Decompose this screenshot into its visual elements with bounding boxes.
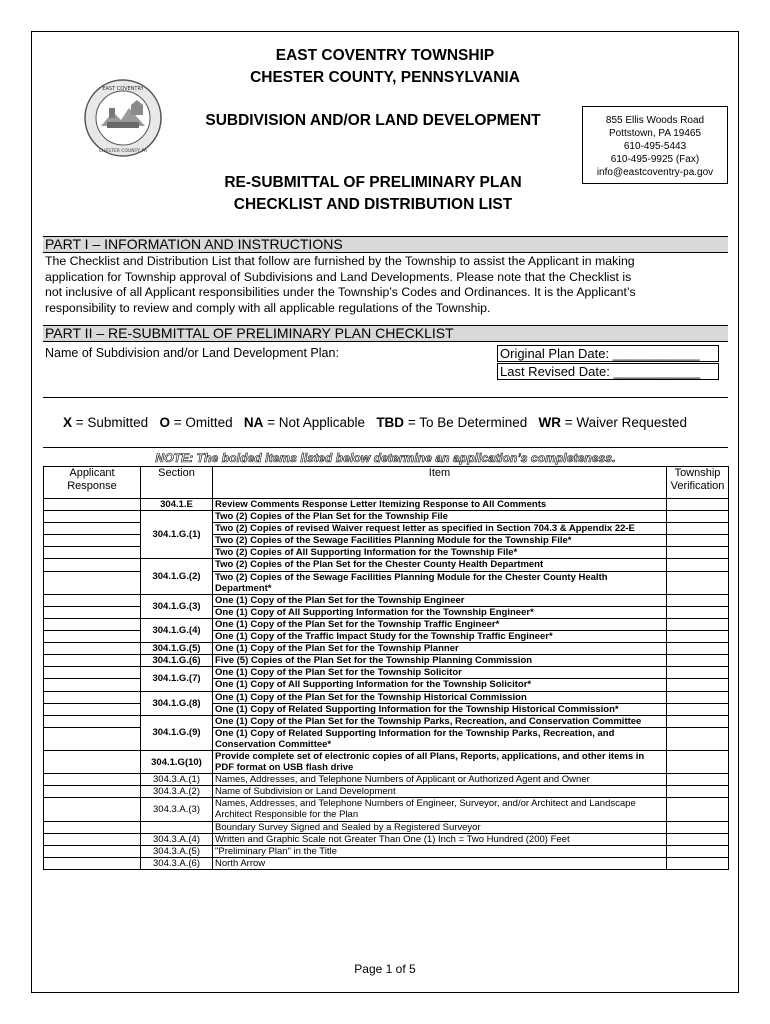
applicant-response-cell[interactable]: [44, 679, 141, 691]
table-row: [44, 618, 729, 630]
township-verification-cell[interactable]: [667, 547, 729, 559]
applicant-response-cell[interactable]: [44, 750, 141, 773]
section-cell: 304.3.A.(3): [141, 798, 213, 821]
applicant-response-cell[interactable]: [44, 715, 141, 727]
header-township-verification: Township Verification: [667, 467, 729, 499]
township-verification-cell[interactable]: [667, 857, 729, 869]
township-verification-cell[interactable]: [667, 667, 729, 679]
section-cell: 304.3.A.(1): [141, 774, 213, 786]
item-cell: One (1) Copy of the Plan Set for the Township Solicitor: [213, 667, 667, 679]
township-verification-cell[interactable]: [667, 786, 729, 798]
township-verification-cell[interactable]: [667, 655, 729, 667]
table-row: [44, 499, 729, 511]
table-row: [44, 511, 729, 523]
applicant-response-cell[interactable]: [44, 821, 141, 833]
section-cell: 304.3.A.(2): [141, 786, 213, 798]
section-cell: 304.1.G.(3): [141, 594, 213, 618]
applicant-response-cell[interactable]: [44, 499, 141, 511]
part1-paragraph: [45, 254, 728, 316]
item-cell: Two (2) Copies of the Plan Set for the Chester County Health Department: [213, 559, 667, 571]
table-row: [44, 594, 729, 606]
township-verification-cell[interactable]: [667, 643, 729, 655]
township-verification-cell[interactable]: [667, 833, 729, 845]
township-verification-cell[interactable]: [667, 727, 729, 750]
section-cell: 304.1.G(10): [141, 750, 213, 773]
section-cell: 304.1.G.(9): [141, 715, 213, 750]
township-verification-cell[interactable]: [667, 679, 729, 691]
township-seal-logo: [83, 78, 163, 158]
applicant-response-cell[interactable]: [44, 594, 141, 606]
legend-code: WR: [538, 415, 562, 430]
legend-code: O: [159, 415, 170, 430]
applicant-response-cell[interactable]: [44, 845, 141, 857]
section-cell: 304.1.G.(2): [141, 559, 213, 594]
page-number: Page 1 of 5: [354, 962, 416, 976]
applicant-response-cell[interactable]: [44, 798, 141, 821]
applicant-response-cell[interactable]: [44, 786, 141, 798]
contact-address1: 855 Ellis Woods Road: [605, 115, 705, 126]
township-verification-cell[interactable]: [667, 535, 729, 547]
table-row: [44, 559, 729, 571]
item-cell: Written and Graphic Scale not Greater Than One (1) Inch = Two Hundred (200) Feet: [213, 833, 667, 845]
township-verification-cell[interactable]: [667, 511, 729, 523]
applicant-response-cell[interactable]: [44, 559, 141, 571]
item-cell: Two (2) Copies of the Sewage Facilities Planning Module for the Township File*: [213, 535, 667, 547]
item-cell: Two (2) Copies of revised Waiver request letter as specified in Section 704.3 & Appendix 22-E: [213, 523, 667, 535]
section-cell: 304.1.G.(7): [141, 667, 213, 691]
table-row: [44, 821, 729, 833]
table-row: [44, 691, 729, 703]
table-row: [44, 667, 729, 679]
applicant-response-cell[interactable]: [44, 606, 141, 618]
township-verification-cell[interactable]: [667, 774, 729, 786]
section-cell: 304.1.E: [141, 499, 213, 511]
section-cell: 304.1.G.(6): [141, 655, 213, 667]
part1-line: The Checklist and Distribution List that follow are furnished by the Township to assist the Applicant in making: [45, 254, 635, 268]
legend-text: = Not Applicable: [263, 415, 377, 430]
header-line2: CHESTER COUNTY, PENNSYLVANIA: [250, 69, 520, 86]
item-cell: Two (2) Copies of the Plan Set for the Township File: [213, 511, 667, 523]
item-cell: One (1) Copy of the Traffic Impact Study for the Township Traffic Engineer*: [213, 631, 667, 643]
applicant-response-cell[interactable]: [44, 571, 141, 594]
applicant-response-cell[interactable]: [44, 655, 141, 667]
item-cell: One (1) Copy of Related Supporting Information for the Township Parks, Recreation, and Conservation Committee*: [213, 727, 667, 750]
divider: [43, 447, 728, 448]
applicant-response-cell[interactable]: [44, 703, 141, 715]
contact-phone: 610-495-5443: [623, 141, 687, 152]
completeness-note: NOTE: The bolded items listed below determine an application’s completeness.: [155, 451, 616, 465]
township-verification-cell[interactable]: [667, 523, 729, 535]
table-row: [44, 857, 729, 869]
table-row: [44, 786, 729, 798]
contact-address2: Pottstown, PA 19465: [608, 128, 702, 139]
table-row: [44, 643, 729, 655]
header-item: Item: [213, 467, 667, 499]
checklist-body: [44, 499, 729, 870]
header-section: Section: [141, 467, 213, 499]
last-revised-date-field[interactable]: Last Revised Date: ____________: [497, 363, 719, 380]
applicant-response-cell[interactable]: [44, 857, 141, 869]
part2-title: PART II – RE-SUBMITTAL OF PRELIMINARY PLAN CHECKLIST: [43, 325, 728, 342]
item-cell: Boundary Survey Signed and Sealed by a Registered Surveyor: [213, 821, 667, 833]
legend-text: = Submitted: [72, 415, 160, 430]
table-row: [44, 833, 729, 845]
township-verification-cell[interactable]: [667, 703, 729, 715]
township-verification-cell[interactable]: [667, 571, 729, 594]
contact-fax: 610-495-9925 (Fax): [610, 154, 700, 165]
item-cell: One (1) Copy of All Supporting Information for the Township Solicitor*: [213, 679, 667, 691]
legend-code: X: [63, 415, 73, 430]
section-cell: 304.3.A.(5): [141, 845, 213, 857]
applicant-response-cell[interactable]: [44, 643, 141, 655]
township-verification-cell[interactable]: [667, 750, 729, 773]
legend-text: = Waiver Requested: [561, 415, 687, 430]
table-row: [44, 798, 729, 821]
applicant-response-cell[interactable]: [44, 547, 141, 559]
item-cell: One (1) Copy of Related Supporting Information for the Township Historical Commission*: [213, 703, 667, 715]
item-cell: One (1) Copy of the Plan Set for the Township Planner: [213, 643, 667, 655]
part1-line: not inclusive of all Applicant responsibilities under the Township’s Codes and Ordinances. It is the Applicant’s: [45, 285, 636, 299]
applicant-response-cell[interactable]: [44, 535, 141, 547]
section-cell: 304.1.G.(4): [141, 618, 213, 642]
item-cell: Provide complete set of electronic copies of all Plans, Reports, applications, and other items in PDF format on USB flash drive: [213, 750, 667, 773]
part1-title: PART I – INFORMATION AND INSTRUCTIONS: [43, 236, 728, 253]
item-cell: Names, Addresses, and Telephone Numbers of Applicant or Authorized Agent and Owner: [213, 774, 667, 786]
checklist-table: [43, 466, 729, 870]
item-cell: Name of Subdivision or Land Development: [213, 786, 667, 798]
township-verification-cell[interactable]: [667, 821, 729, 833]
item-cell: Two (2) Copies of the Sewage Facilities Planning Module for the Chester County Health Department*: [213, 571, 667, 594]
applicant-response-cell[interactable]: [44, 691, 141, 703]
township-verification-cell[interactable]: [667, 618, 729, 630]
part1-line: application for Township approval of Subdivisions and Land Developments. Please note that the Checklist is: [45, 269, 632, 284]
item-cell: Two (2) Copies of All Supporting Information for the Township File*: [213, 547, 667, 559]
item-cell: One (1) Copy of All Supporting Information for the Township Engineer*: [213, 606, 667, 618]
township-verification-cell[interactable]: [667, 715, 729, 727]
applicant-response-cell[interactable]: [44, 667, 141, 679]
applicant-response-cell[interactable]: [44, 631, 141, 643]
applicant-response-cell[interactable]: [44, 511, 141, 523]
legend-text: = To Be Determined: [404, 415, 539, 430]
divider: [43, 397, 728, 398]
item-cell: One (1) Copy of the Plan Set for the Township Traffic Engineer*: [213, 618, 667, 630]
applicant-response-cell[interactable]: [44, 833, 141, 845]
table-row: [44, 750, 729, 773]
contact-email: info@eastcoventry-pa.gov: [596, 167, 714, 178]
table-row: [44, 655, 729, 667]
township-verification-cell[interactable]: [667, 499, 729, 511]
item-cell: "Preliminary Plan" in the Title: [213, 845, 667, 857]
township-verification-cell[interactable]: [667, 845, 729, 857]
township-verification-cell[interactable]: [667, 798, 729, 821]
applicant-response-cell[interactable]: [44, 774, 141, 786]
applicant-response-cell[interactable]: [44, 523, 141, 535]
legend-text: = Omitted: [169, 415, 244, 430]
plan-name-label: Name of Subdivision and/or Land Development Plan:: [45, 346, 339, 360]
item-cell: One (1) Copy of the Plan Set for the Township Engineer: [213, 594, 667, 606]
section-cell: 304.3.A.(4): [141, 833, 213, 845]
header-line4: RE-SUBMITTAL OF PRELIMINARY PLAN: [224, 174, 522, 191]
township-verification-cell[interactable]: [667, 691, 729, 703]
item-cell: North Arrow: [213, 857, 667, 869]
seal-top-text: EAST COVENTRY: [102, 86, 144, 92]
table-row: [44, 845, 729, 857]
original-plan-date-field[interactable]: Original Plan Date: ____________: [497, 345, 719, 362]
item-cell: Names, Addresses, and Telephone Numbers of Engineer, Surveyor, and/or Architect and Landscape Architect Responsible for the Plan: [213, 798, 667, 821]
header-line3: SUBDIVISION AND/OR LAND DEVELOPMENT: [205, 112, 541, 129]
township-verification-cell[interactable]: [667, 559, 729, 571]
applicant-response-cell[interactable]: [44, 727, 141, 750]
header-line1: EAST COVENTRY TOWNSHIP: [275, 47, 495, 64]
status-legend: [63, 415, 687, 430]
item-cell: One (1) Copy of the Plan Set for the Township Historical Commission: [213, 691, 667, 703]
header-applicant-response: Applicant Response: [44, 467, 141, 499]
township-verification-cell[interactable]: [667, 631, 729, 643]
table-row: [44, 774, 729, 786]
contact-box: [582, 106, 728, 184]
section-cell: 304.1.G.(1): [141, 511, 213, 559]
seal-bottom-text: CHESTER COUNTY PA: [98, 149, 148, 154]
township-verification-cell[interactable]: [667, 594, 729, 606]
item-cell: One (1) Copy of the Plan Set for the Township Parks, Recreation, and Conservation Committee: [213, 715, 667, 727]
part1-line: responsibility to review and comply with all applicable regulations of the Township.: [45, 300, 491, 315]
header-line5: CHECKLIST AND DISTRIBUTION LIST: [233, 196, 513, 213]
legend-code: TBD: [376, 415, 405, 430]
section-cell: 304.3.A.(6): [141, 857, 213, 869]
legend-code: NA: [243, 415, 264, 430]
applicant-response-cell[interactable]: [44, 618, 141, 630]
section-cell: [141, 821, 213, 833]
item-cell: Review Comments Response Letter Itemizing Response to All Comments: [213, 499, 667, 511]
section-cell: 304.1.G.(8): [141, 691, 213, 715]
item-cell: Five (5) Copies of the Plan Set for the Township Planning Commission: [213, 655, 667, 667]
township-verification-cell[interactable]: [667, 606, 729, 618]
table-row: [44, 715, 729, 727]
section-cell: 304.1.G.(5): [141, 643, 213, 655]
